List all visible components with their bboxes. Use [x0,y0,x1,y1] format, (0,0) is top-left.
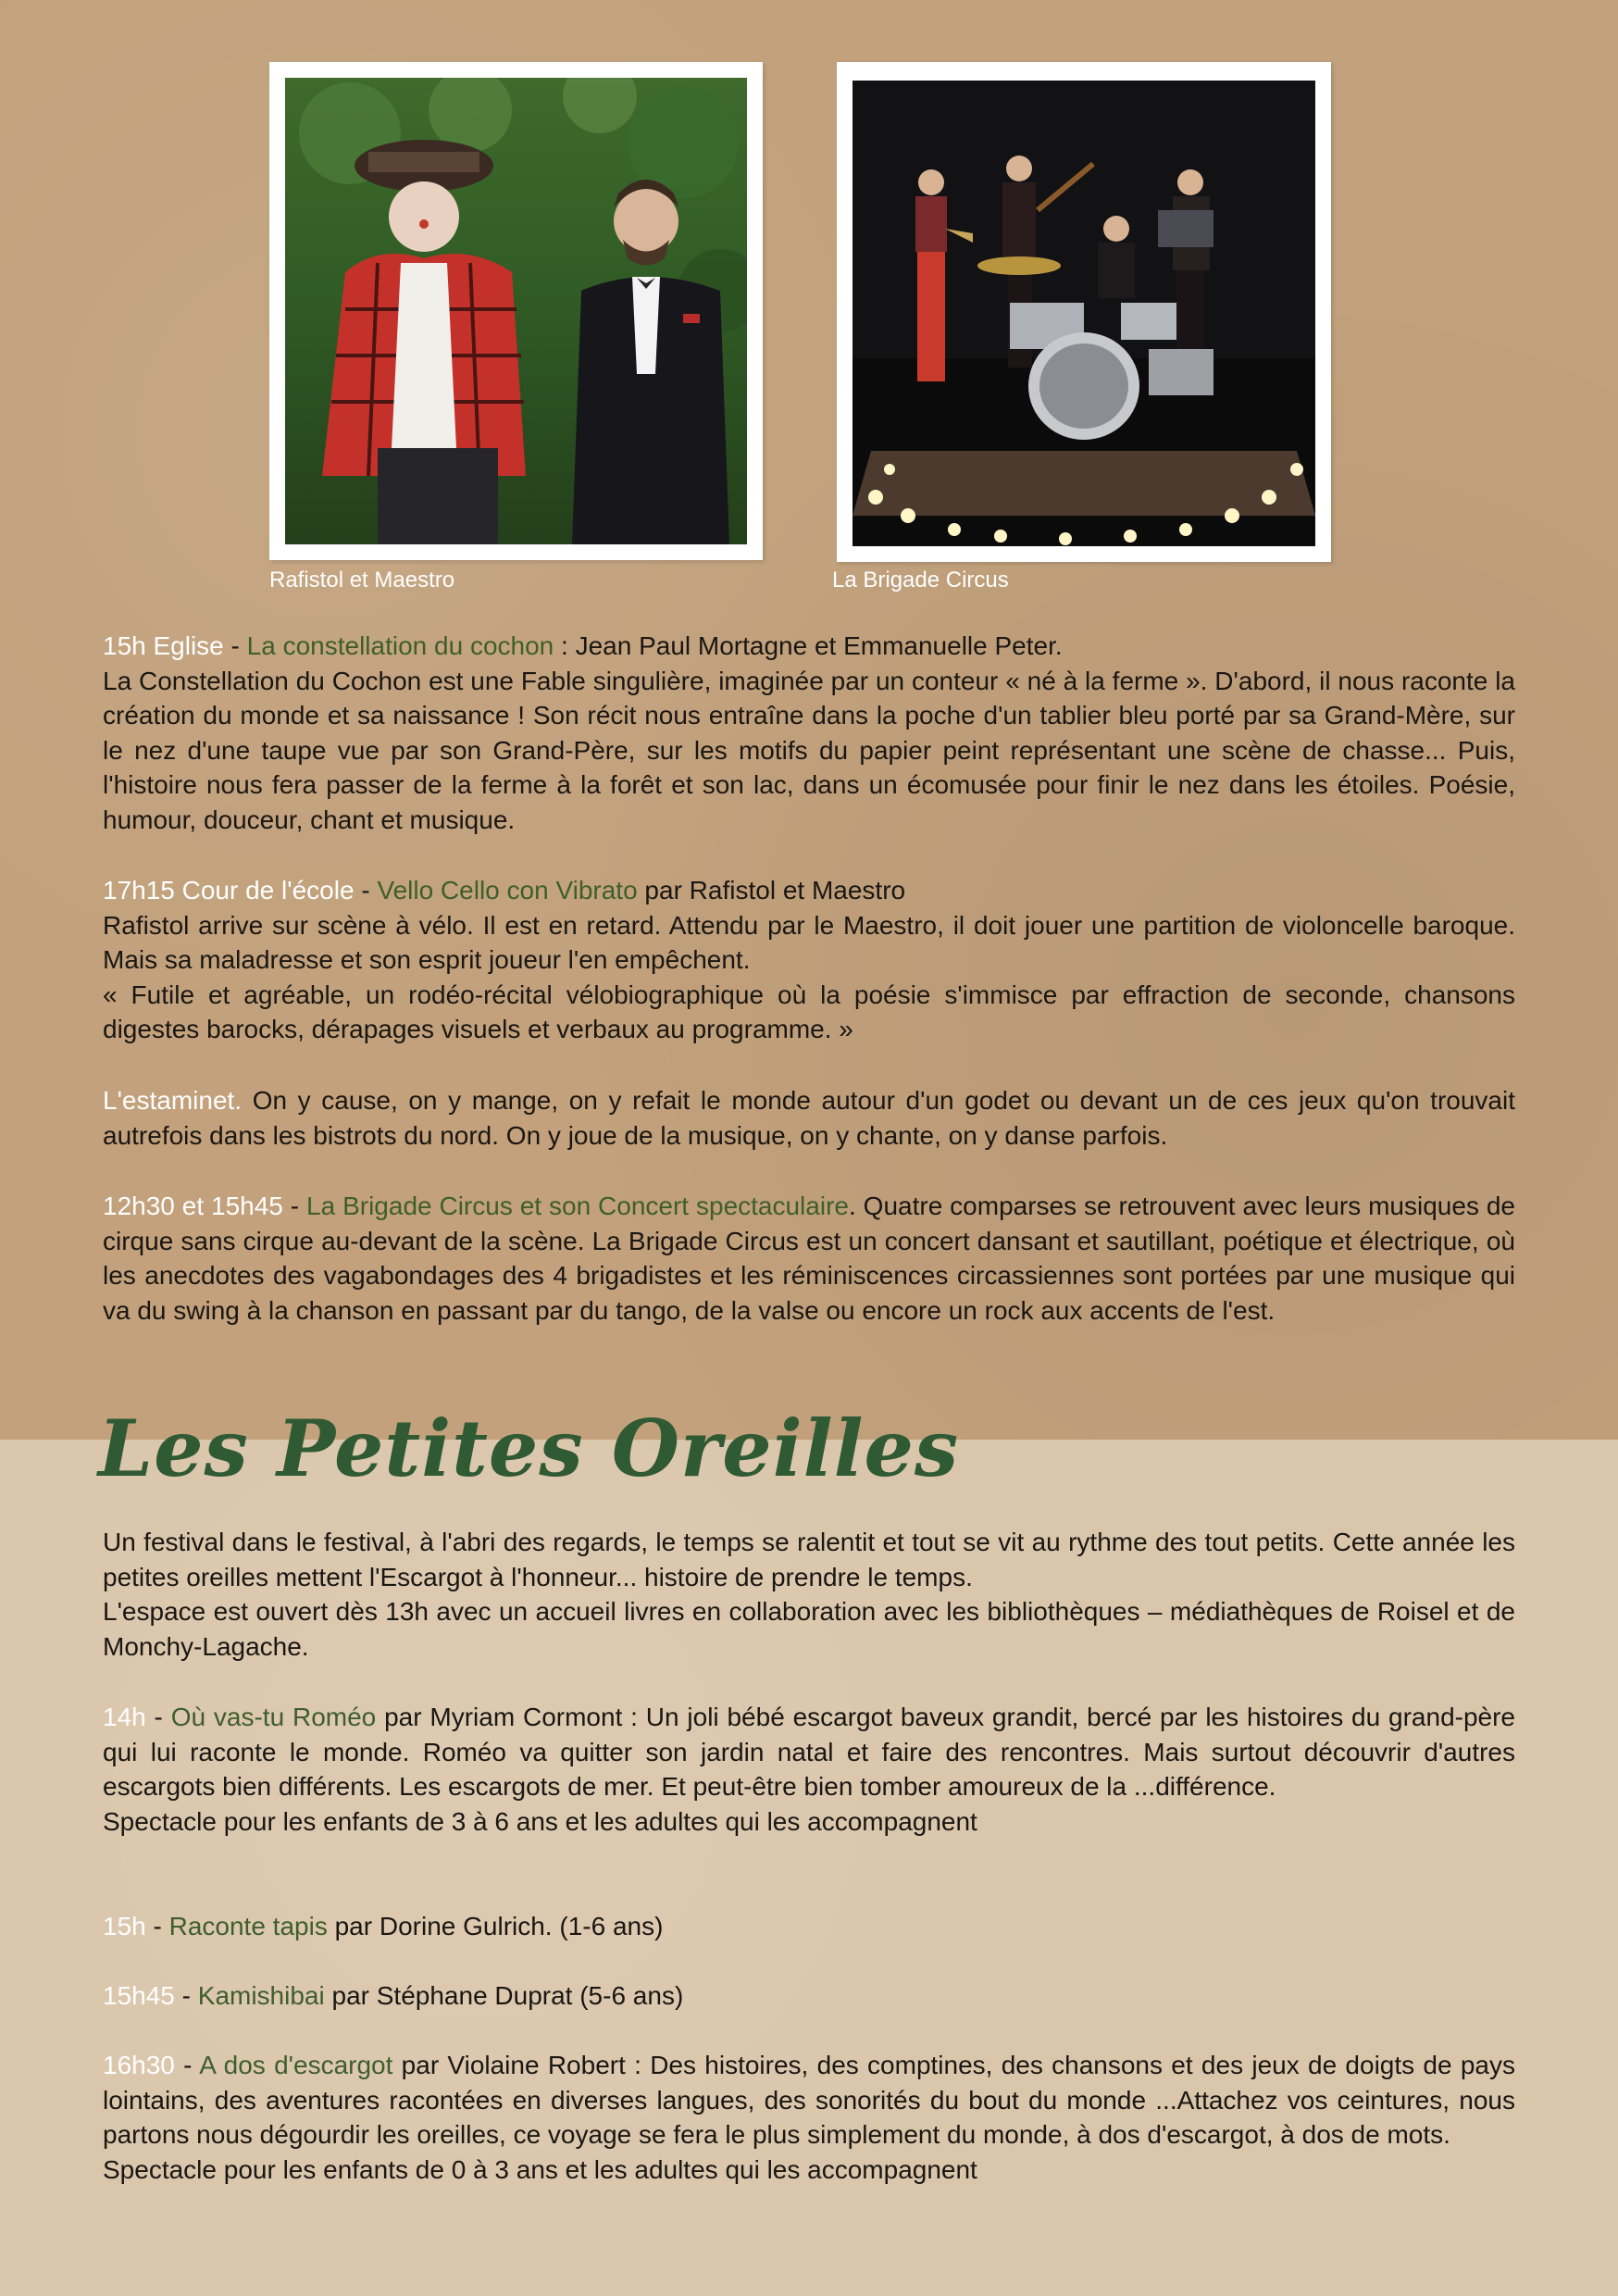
item-constellation-title: La constellation du cochon [246,631,554,660]
kids-escargot-text [103,2048,1515,2152]
photo-brigade-circus [837,62,1331,562]
section-heading: Les Petites Oreilles [98,1403,960,1494]
photo-caption-right: La Brigade Circus [832,568,1009,593]
photo-rafistol-maestro-image [285,78,747,544]
kids-kamishibai-description: par Stéphane Duprat (5-6 ans) [324,1981,684,2010]
item-brigade [103,1189,1515,1328]
kids-romeo-title: Où vas-tu Roméo [170,1703,377,1731]
item-constellation-sep: - [223,631,247,660]
kids-escargot-sep: - [174,2051,200,2079]
kids-tapis-time: 15h [103,1912,146,1940]
kids-romeo-description: par Myriam Cormont : Un joli bébé escargot baveux grandit, bercé par les histoires du grand-père qui lui raconte le monde. Roméo va quitter son jardin natal et faire des rencontres. Mais surtout découvrir d'autres escargots bien différents. Les escargots de mer. Et peut-être bien tomber amoureux de la ...différence. [103,1703,1516,1801]
item-brigade-sep: - [290,1192,307,1220]
item-vello-title: Vello Cello con Vibrato [377,876,638,905]
item-estaminet-label: L'estaminet. [103,1086,243,1115]
section-intro-2: L'espace est ouvert dès 13h avec un accueil livres en collaboration avec les bibliothèques – médiathèques de Roisel et de Monchy-Lagache. [103,1597,1515,1661]
item-constellation-time: 15h Eglise [103,631,224,660]
kids-romeo-sep: - [145,1703,171,1731]
item-estaminet-description: On y cause, on y mange, on y refait le monde autour d'un godet ou devant un de ces jeux qu'on trouvait autrefois dans les bistrots du nord. On y joue de la musique, on y chante, on y danse parfois. [103,1086,1515,1150]
item-estaminet [103,1083,1515,1153]
item-vello-performers: par Rafistol et Maestro [637,876,906,905]
kids-kamishibai-time: 15h45 [103,1981,175,2010]
item-vello-quote: « Futile et agréable, un rodéo-récital vélobiographique où la poésie s'immisce par effraction de seconde, chansons digestes barocks, dérapages visuels et verbaux au programme. » [103,980,1515,1043]
kids-escargot [103,2048,1515,2187]
item-brigade-time: 12h30 et 15h45 [103,1192,291,1220]
kids-escargot-description: par Violaine Robert : Des histoires, des comptines, des chansons et des jeux de doigts de pays lointains, des aventures racontées en diverses langues, des sonorités du bout du monde ...Attachez vos ceintures, nous partons nous dégourdir les oreilles, ce voyage se fera le plus simplement du monde, à dos d'escargot, à dos de mots. [103,2051,1516,2149]
item-constellation-performers: : Jean Paul Mortagne et Emmanuelle Peter. [554,631,1063,660]
item-vello [103,873,1515,1047]
kids-kamishibai [103,1978,1515,2014]
kids-romeo [103,1700,1515,1839]
item-constellation-description: La Constellation du Cochon est une Fable singulière, imaginée par un conteur « né à la ferme ». D'abord, il nous raconte la création du monde et sa naissance ! Son récit nous entraîne dans la poche d'un tablier bleu porté par sa Grand-Mère, sur le nez d'une taupe vue par son Grand-Père, sur les motifs du papier peint représentant une scène de chasse... Puis, l'histoire nous fera passer de la ferme à la forêt et son lac, dans un écomusée pour finir le nez dans les étoiles. Poésie, humour, douceur, chant et musique. [103,666,1515,834]
item-estaminet-text [103,1083,1515,1153]
kids-kamishibai-text [103,1978,1515,2014]
item-brigade-title: La Brigade Circus et son Concert spectaculaire [306,1192,849,1220]
photo-rafistol-maestro [269,62,763,560]
item-vello-sep: - [354,876,378,905]
kids-romeo-audience: Spectacle pour les enfants de 3 à 6 ans et les adultes qui les accompagnent [103,1806,977,1836]
kids-tapis-description: par Dorine Gulrich. (1-6 ans) [327,1912,664,1940]
kids-romeo-text [103,1700,1515,1804]
item-vello-text [103,873,1515,908]
kids-kamishibai-title: Kamishibai [197,1981,325,2010]
item-constellation-text [103,629,1515,664]
kids-escargot-time: 16h30 [103,2051,175,2079]
kids-romeo-time: 14h [103,1703,146,1731]
section-intro-1: Un festival dans le festival, à l'abri des regards, le temps se ralentit et tout se vit au rythme des tout petits. Cette année les petites oreilles mettent l'Escargot à l'honneur... histoire de prendre le temps. [103,1528,1515,1591]
item-brigade-text [103,1189,1515,1328]
item-vello-description: Rafistol arrive sur scène à vélo. Il est en retard. Attendu par le Maestro, il doit jouer une partition de violoncelle baroque. Mais sa maladresse et son esprit joueur l'en empêchent. [103,910,1515,974]
section-intro [103,1525,1515,1664]
item-vello-time: 17h15 Cour de l'école [103,876,355,905]
kids-tapis-sep: - [145,1912,169,1940]
kids-kamishibai-sep: - [174,1981,198,2010]
kids-tapis-title: Raconte tapis [168,1912,328,1940]
item-brigade-description: . Quatre comparses se retrouvent avec leurs musiques de cirque sans cirque au-devant de la scène. La Brigade Circus est un concert dansant et sautillant, poétique et électrique, où les anecdotes des vagabondages des 4 brigadistes et les réminiscences circassiennes sont portées par une musique qui va du swing à la chanson en passant par du tango, de la valse ou encore un rock aux accents de l'est. [103,1192,1515,1325]
kids-escargot-audience: Spectacle pour les enfants de 0 à 3 ans et les adultes qui les accompagnent [103,2154,977,2184]
kids-tapis-text [103,1909,1515,1944]
kids-escargot-title: A dos d'escargot [199,2051,393,2079]
photo-caption-left: Rafistol et Maestro [269,568,455,593]
item-constellation [103,629,1515,837]
photo-brigade-circus-image [853,81,1315,546]
kids-tapis [103,1909,1515,1944]
